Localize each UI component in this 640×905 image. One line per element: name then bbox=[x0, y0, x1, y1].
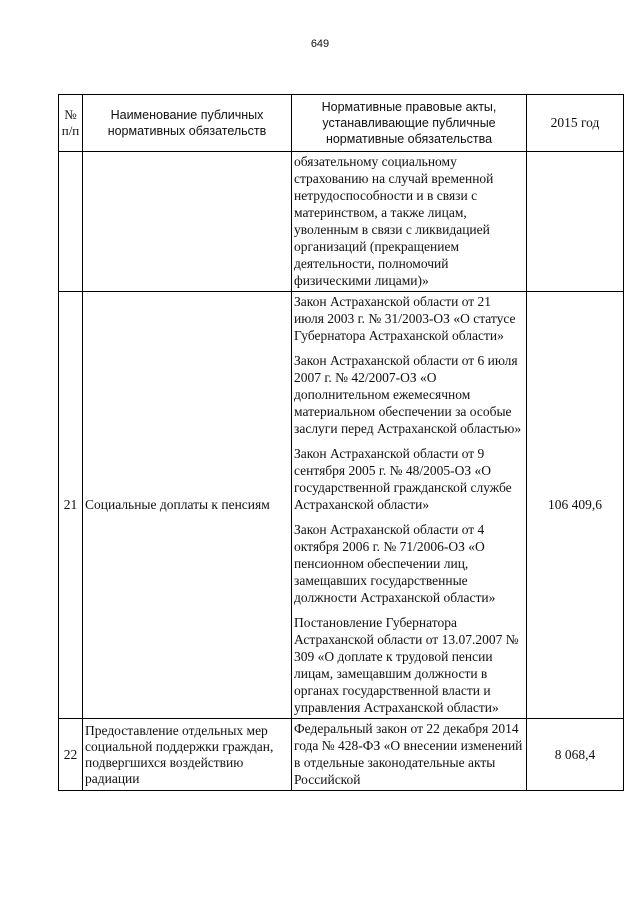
row-acts bbox=[292, 719, 527, 791]
row-name: Предоставление отдельных мер социальной поддержки граждан, подвергшихся воздействию радиации bbox=[83, 719, 292, 791]
row-amount: 8 068,4 bbox=[527, 719, 624, 791]
row-acts bbox=[292, 292, 527, 719]
table-row bbox=[59, 292, 624, 719]
row-acts bbox=[292, 152, 527, 292]
header-name: Наименование публичных нормативных обязательств bbox=[83, 95, 292, 152]
table-row bbox=[59, 152, 624, 292]
row-name bbox=[83, 152, 292, 292]
page-number: 649 bbox=[310, 38, 330, 50]
header-year: 2015 год bbox=[527, 95, 624, 152]
table-row bbox=[59, 719, 624, 791]
row-num bbox=[59, 152, 83, 292]
row-amount bbox=[527, 152, 624, 292]
act-item: Закон Астраханской области от 6 июля 2007 г. № 42/2007-ОЗ «О дополнительном ежемесячном материальном обеспечении за особые заслуги перед Астраханской областью» bbox=[294, 353, 522, 436]
header-num: № п/п bbox=[59, 95, 83, 152]
row-num: 22 bbox=[59, 719, 83, 791]
act-item: обязательному социальному страхованию на случай временной нетрудоспособности и в связи с материнством, а также лицам, уволенным в связи с ликвидацией организаций (прекращением деятельности, полномочий физическими лицами)» bbox=[294, 154, 494, 288]
act-item: Закон Астраханской области от 4 октября 2006 г. № 71/2006-ОЗ «О пенсионном обеспечении лиц, замещавших государственные должности Астраханской области» bbox=[294, 522, 496, 605]
table-header-row bbox=[59, 95, 624, 152]
obligations-table bbox=[58, 94, 624, 791]
header-acts: Нормативные правовые акты, устанавливающие публичные нормативные обязательства bbox=[292, 95, 527, 152]
act-item: Постановление Губернатора Астраханской области от 13.07.2007 № 309 «О доплате к трудовой пенсии лицам, замещавшим должности в органах государственной власти и управления Астраханской области» bbox=[294, 615, 519, 715]
row-name: Социальные доплаты к пенсиям bbox=[83, 292, 292, 719]
row-amount: 106 409,6 bbox=[527, 292, 624, 719]
act-item: Федеральный закон от 22 декабря 2014 года № 428-ФЗ «О внесении изменений в отдельные законодательные акты Российской bbox=[294, 721, 523, 787]
row-num: 21 bbox=[59, 292, 83, 719]
act-item: Закон Астраханской области от 9 сентября 2005 г. № 48/2005-ОЗ «О государственной гражданской службе Астраханской области» bbox=[294, 446, 512, 512]
act-item: Закон Астраханской области от 21 июля 2003 г. № 31/2003-ОЗ «О статусе Губернатора Астраханской области» bbox=[294, 294, 516, 343]
